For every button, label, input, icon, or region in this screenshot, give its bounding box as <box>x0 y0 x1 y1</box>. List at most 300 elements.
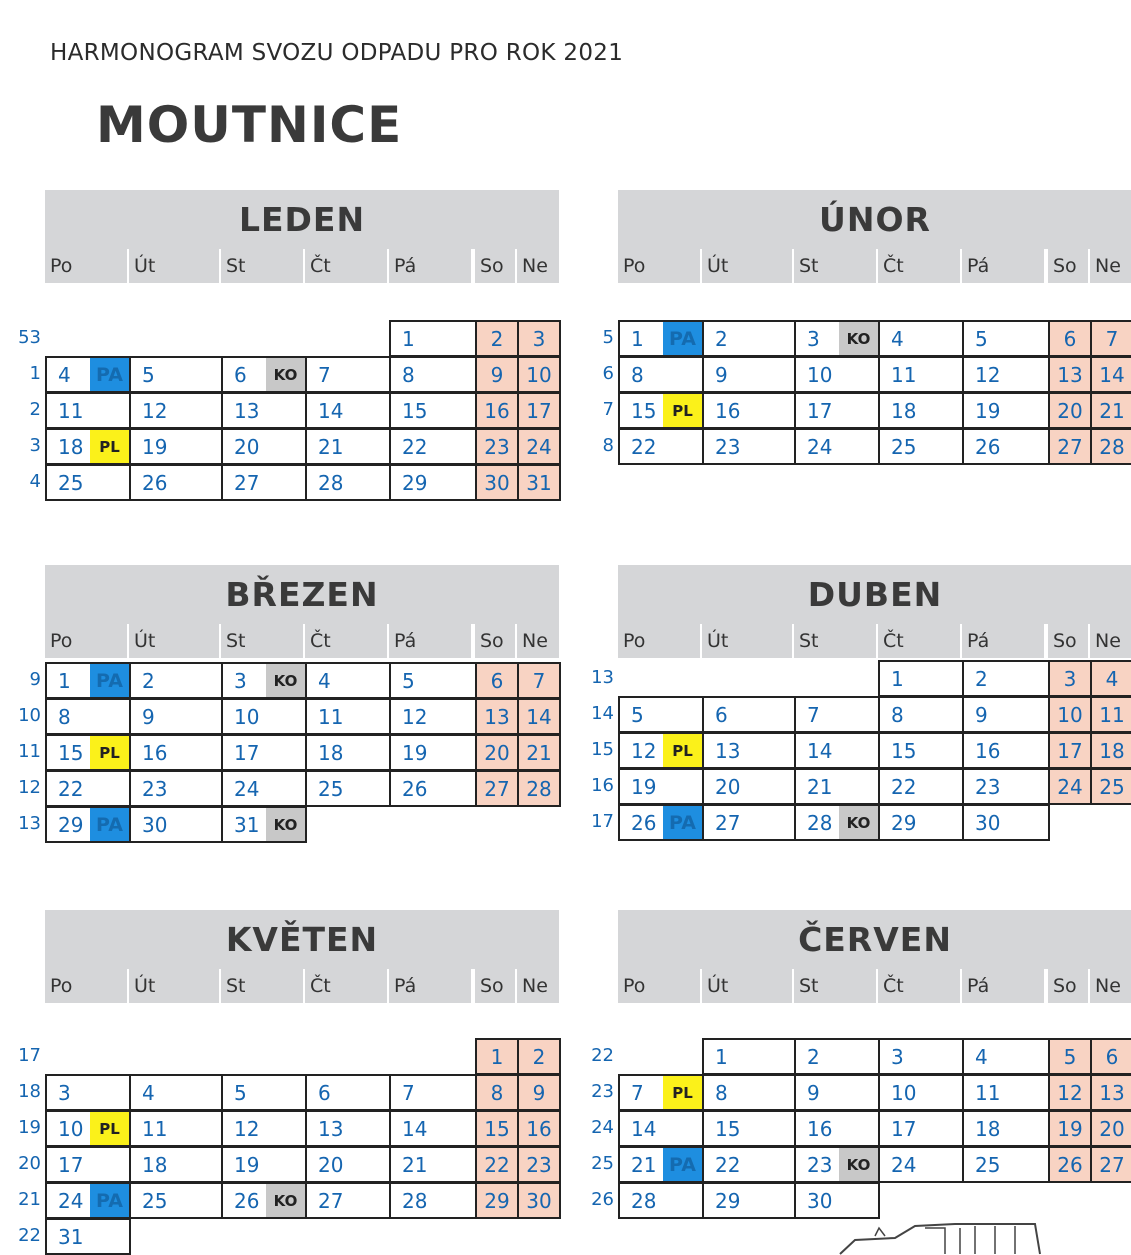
day-number: 1 <box>490 1045 504 1069</box>
day-cell <box>618 696 704 733</box>
weekday-label: Pá <box>389 969 471 1003</box>
day-cell <box>129 428 223 465</box>
day-cell <box>962 732 1050 769</box>
day-number: 18 <box>58 435 84 459</box>
day-number: 6 <box>715 703 728 727</box>
day-cell <box>1048 660 1092 697</box>
day-number: 7 <box>631 1081 644 1105</box>
weekday-label: Út <box>702 249 792 283</box>
day-number: 5 <box>975 327 988 351</box>
collection-tag-pa: PA <box>90 808 129 841</box>
day-cell <box>1090 660 1131 697</box>
day-number: 5 <box>234 1081 247 1105</box>
day-number: 17 <box>1057 739 1083 763</box>
month-header <box>618 565 1131 624</box>
day-cell <box>305 356 391 393</box>
day-cell <box>794 428 880 465</box>
day-number: 20 <box>318 1153 344 1177</box>
day-cell <box>389 1146 477 1183</box>
day-number: 31 <box>234 813 260 837</box>
village-title: MOUTNICE <box>96 96 403 154</box>
collection-tag-ko: KO <box>266 1184 305 1217</box>
day-number: 22 <box>402 435 428 459</box>
day-number: 28 <box>807 811 833 835</box>
day-number: 17 <box>234 741 260 765</box>
day-number: 15 <box>402 399 428 423</box>
week-number: 19 <box>18 1117 41 1138</box>
day-cell <box>878 732 964 769</box>
week-number: 18 <box>18 1081 41 1102</box>
day-number: 22 <box>891 775 917 799</box>
day-cell <box>389 770 477 807</box>
collection-tag-pa: PA <box>90 664 129 697</box>
collection-tag-pl: PL <box>663 1076 702 1109</box>
day-cell <box>702 768 796 805</box>
day-cell <box>794 804 880 841</box>
day-cell <box>475 356 519 393</box>
day-number: 1 <box>58 669 71 693</box>
weekday-label: Pá <box>389 249 471 283</box>
day-number: 15 <box>484 1117 510 1141</box>
weekday-label: Čt <box>305 249 387 283</box>
day-cell <box>305 698 391 735</box>
day-number: 17 <box>58 1153 84 1177</box>
day-number: 3 <box>891 1045 904 1069</box>
day-number: 21 <box>402 1153 428 1177</box>
month-header <box>45 910 559 969</box>
day-cell <box>702 732 796 769</box>
day-cell <box>475 392 519 429</box>
day-number: 3 <box>58 1081 71 1105</box>
day-number: 9 <box>532 1081 546 1105</box>
day-cell <box>702 428 796 465</box>
day-cell <box>517 1146 561 1183</box>
day-number: 7 <box>807 703 820 727</box>
day-cell <box>129 1074 223 1111</box>
day-cell <box>794 1074 880 1111</box>
day-cell <box>221 464 307 501</box>
day-cell <box>618 356 704 393</box>
day-cell <box>702 696 796 733</box>
day-cell <box>45 1218 131 1255</box>
day-number: 26 <box>142 471 168 495</box>
day-number: 18 <box>1099 739 1125 763</box>
day-number: 12 <box>402 705 428 729</box>
day-cell <box>962 1038 1050 1075</box>
day-number: 17 <box>526 399 552 423</box>
day-number: 30 <box>975 811 1001 835</box>
day-cell <box>878 356 964 393</box>
day-cell <box>475 320 519 357</box>
day-cell <box>1048 696 1092 733</box>
day-cell <box>878 392 964 429</box>
day-number: 10 <box>58 1117 84 1141</box>
day-number: 29 <box>484 1189 510 1213</box>
week-number: 23 <box>591 1081 614 1102</box>
day-cell <box>305 1074 391 1111</box>
day-number: 29 <box>715 1189 741 1213</box>
weekday-label: Pá <box>962 969 1044 1003</box>
day-cell <box>517 1038 561 1075</box>
day-number: 12 <box>631 739 657 763</box>
day-cell <box>389 662 477 699</box>
day-cell <box>221 806 307 843</box>
day-number: 10 <box>807 363 833 387</box>
day-cell <box>618 1146 704 1183</box>
day-number: 18 <box>142 1153 168 1177</box>
day-cell <box>129 662 223 699</box>
month-name: ČERVEN <box>798 920 952 959</box>
day-cell <box>129 356 223 393</box>
day-number: 21 <box>807 775 833 799</box>
day-cell <box>794 320 880 357</box>
weekday-label: Po <box>45 249 127 283</box>
day-cell <box>517 356 561 393</box>
week-number: 25 <box>591 1153 614 1174</box>
day-number: 14 <box>631 1117 657 1141</box>
day-cell <box>1048 1038 1092 1075</box>
day-number: 19 <box>631 775 657 799</box>
week-number: 14 <box>591 703 614 724</box>
weekday-label: So <box>475 249 515 283</box>
week-number: 17 <box>18 1045 41 1066</box>
weekday-label: Čt <box>878 249 960 283</box>
day-cell <box>878 1074 964 1111</box>
day-cell <box>962 1110 1050 1147</box>
week-number: 12 <box>18 777 41 798</box>
month-name: BŘEZEN <box>225 575 379 614</box>
day-number: 21 <box>526 741 552 765</box>
day-cell <box>129 464 223 501</box>
day-number: 7 <box>318 363 331 387</box>
day-cell <box>1090 732 1131 769</box>
month-name: KVĚTEN <box>225 920 379 959</box>
day-number: 2 <box>142 669 155 693</box>
day-number: 30 <box>142 813 168 837</box>
day-number: 28 <box>1099 435 1125 459</box>
day-cell <box>517 392 561 429</box>
day-number: 14 <box>526 705 552 729</box>
day-cell <box>702 392 796 429</box>
collection-tag-pl: PL <box>663 734 702 767</box>
day-number: 4 <box>142 1081 155 1105</box>
weekday-label: So <box>1048 624 1088 658</box>
day-number: 25 <box>975 1153 1001 1177</box>
day-cell <box>1090 696 1131 733</box>
day-number: 7 <box>1105 327 1119 351</box>
day-number: 26 <box>631 811 657 835</box>
day-cell <box>45 698 131 735</box>
weekday-label: Ne <box>517 624 559 658</box>
day-number: 4 <box>1105 667 1119 691</box>
day-number: 30 <box>807 1189 833 1213</box>
collection-tag-pa: PA <box>663 322 702 355</box>
day-cell <box>1048 356 1092 393</box>
week-number: 20 <box>18 1153 41 1174</box>
day-number: 6 <box>234 363 247 387</box>
day-number: 28 <box>402 1189 428 1213</box>
day-number: 20 <box>484 741 510 765</box>
day-number: 11 <box>142 1117 168 1141</box>
day-number: 13 <box>1099 1081 1125 1105</box>
day-cell <box>1090 1038 1131 1075</box>
day-number: 13 <box>318 1117 344 1141</box>
day-cell <box>618 1182 704 1219</box>
day-cell <box>1048 1146 1092 1183</box>
day-number: 21 <box>318 435 344 459</box>
month-block <box>591 565 1131 885</box>
day-number: 19 <box>402 741 428 765</box>
month-header <box>45 190 559 249</box>
day-cell <box>1048 1074 1092 1111</box>
day-cell <box>618 732 704 769</box>
day-number: 9 <box>807 1081 820 1105</box>
weekday-label: Ne <box>517 969 559 1003</box>
day-number: 15 <box>715 1117 741 1141</box>
day-cell <box>878 660 964 697</box>
weekday-label: Po <box>45 969 127 1003</box>
day-cell <box>475 1038 519 1075</box>
month-block <box>602 190 1131 510</box>
day-number: 19 <box>234 1153 260 1177</box>
day-number: 23 <box>807 1153 833 1177</box>
day-number: 6 <box>1063 327 1077 351</box>
day-number: 23 <box>975 775 1001 799</box>
weekday-label: St <box>221 969 303 1003</box>
day-cell <box>389 698 477 735</box>
day-cell <box>45 464 131 501</box>
day-number: 31 <box>58 1225 84 1249</box>
day-cell <box>45 1146 131 1183</box>
day-number: 4 <box>58 363 71 387</box>
day-number: 15 <box>891 739 917 763</box>
day-number: 23 <box>484 435 510 459</box>
day-cell <box>517 1182 561 1219</box>
week-number: 17 <box>591 811 614 832</box>
weekday-label: Čt <box>878 969 960 1003</box>
day-number: 11 <box>318 705 344 729</box>
day-cell <box>389 1182 477 1219</box>
day-cell <box>702 804 796 841</box>
day-number: 5 <box>1063 1045 1077 1069</box>
day-number: 27 <box>234 471 260 495</box>
day-number: 12 <box>975 363 1001 387</box>
day-cell <box>221 428 307 465</box>
day-number: 5 <box>631 703 644 727</box>
day-number: 15 <box>58 741 84 765</box>
day-cell <box>45 1074 131 1111</box>
week-number: 26 <box>591 1189 614 1210</box>
day-cell <box>129 392 223 429</box>
day-cell <box>794 392 880 429</box>
day-cell <box>129 806 223 843</box>
day-cell <box>45 392 131 429</box>
day-cell <box>45 1110 131 1147</box>
weekday-label: Út <box>702 624 792 658</box>
day-number: 24 <box>58 1189 84 1213</box>
day-cell <box>962 804 1050 841</box>
day-number: 29 <box>891 811 917 835</box>
day-number: 11 <box>58 399 84 423</box>
day-cell <box>45 806 131 843</box>
day-cell <box>305 1146 391 1183</box>
day-number: 22 <box>58 777 84 801</box>
day-number: 28 <box>318 471 344 495</box>
day-cell <box>878 696 964 733</box>
day-number: 4 <box>891 327 904 351</box>
day-number: 22 <box>715 1153 741 1177</box>
day-cell <box>305 464 391 501</box>
day-cell <box>305 734 391 771</box>
weekday-label: Po <box>618 249 700 283</box>
weekday-label: Ne <box>1090 624 1131 658</box>
day-cell <box>962 428 1050 465</box>
day-cell <box>305 1182 391 1219</box>
day-number: 28 <box>631 1189 657 1213</box>
day-number: 20 <box>1099 1117 1125 1141</box>
day-number: 10 <box>1057 703 1083 727</box>
day-cell <box>1090 320 1131 357</box>
day-number: 2 <box>715 327 728 351</box>
day-cell <box>794 1110 880 1147</box>
collection-tag-ko: KO <box>266 664 305 697</box>
day-cell <box>517 464 561 501</box>
day-number: 9 <box>142 705 155 729</box>
day-number: 8 <box>631 363 644 387</box>
day-cell <box>129 698 223 735</box>
weekday-label: St <box>794 624 876 658</box>
day-cell <box>794 768 880 805</box>
day-number: 26 <box>1057 1153 1083 1177</box>
day-cell <box>517 770 561 807</box>
day-cell <box>517 698 561 735</box>
collection-tag-pa: PA <box>663 806 702 839</box>
day-cell <box>702 356 796 393</box>
day-cell <box>618 320 704 357</box>
day-cell <box>618 768 704 805</box>
day-cell <box>45 734 131 771</box>
day-cell <box>1090 392 1131 429</box>
day-cell <box>878 1110 964 1147</box>
month-header <box>618 910 1131 969</box>
day-number: 11 <box>975 1081 1001 1105</box>
day-cell <box>962 1074 1050 1111</box>
collection-tag-pl: PL <box>90 430 129 463</box>
day-cell <box>305 392 391 429</box>
day-cell <box>1090 428 1131 465</box>
day-number: 21 <box>631 1153 657 1177</box>
day-number: 24 <box>891 1153 917 1177</box>
month-name: LEDEN <box>238 200 366 239</box>
week-number: 24 <box>591 1117 614 1138</box>
day-cell <box>962 356 1050 393</box>
weekday-label: Čt <box>305 969 387 1003</box>
week-number: 21 <box>18 1189 41 1210</box>
weekday-label: Ne <box>517 249 559 283</box>
day-number: 16 <box>526 1117 552 1141</box>
weekday-label: So <box>1048 249 1088 283</box>
collection-tag-ko: KO <box>266 808 305 841</box>
day-number: 14 <box>1099 363 1125 387</box>
day-cell <box>221 392 307 429</box>
day-number: 7 <box>402 1081 415 1105</box>
day-cell <box>45 662 131 699</box>
day-cell <box>618 428 704 465</box>
collection-tag-ko: KO <box>839 806 878 839</box>
month-block <box>591 910 1131 1230</box>
week-number: 7 <box>602 399 614 420</box>
day-cell <box>389 428 477 465</box>
day-number: 20 <box>234 435 260 459</box>
day-number: 15 <box>631 399 657 423</box>
day-cell <box>962 696 1050 733</box>
weekday-label: Pá <box>389 624 471 658</box>
weekday-label: Ne <box>1090 249 1131 283</box>
document-subtitle: HARMONOGRAM SVOZU ODPADU PRO ROK 2021 <box>50 40 624 66</box>
day-number: 30 <box>484 471 510 495</box>
day-number: 14 <box>807 739 833 763</box>
day-cell <box>878 1038 964 1075</box>
day-cell <box>702 1182 796 1219</box>
day-number: 19 <box>142 435 168 459</box>
collection-tag-pl: PL <box>663 394 702 427</box>
day-cell <box>878 1146 964 1183</box>
day-cell <box>878 768 964 805</box>
day-number: 19 <box>1057 1117 1083 1141</box>
day-cell <box>702 320 796 357</box>
weekday-label: Po <box>45 624 127 658</box>
day-cell <box>475 1182 519 1219</box>
day-cell <box>475 698 519 735</box>
day-cell <box>221 662 307 699</box>
weekday-label: Út <box>129 249 219 283</box>
day-cell <box>389 392 477 429</box>
day-number: 23 <box>526 1153 552 1177</box>
day-number: 20 <box>1057 399 1083 423</box>
day-cell <box>221 698 307 735</box>
day-number: 29 <box>58 813 84 837</box>
day-cell <box>305 770 391 807</box>
day-number: 16 <box>484 399 510 423</box>
day-number: 18 <box>318 741 344 765</box>
week-number: 16 <box>591 775 614 796</box>
day-cell <box>129 1110 223 1147</box>
day-cell <box>305 428 391 465</box>
week-number: 3 <box>29 435 41 456</box>
day-cell <box>221 1074 307 1111</box>
day-number: 16 <box>142 741 168 765</box>
day-cell <box>517 428 561 465</box>
day-cell <box>1048 768 1092 805</box>
month-name: ÚNOR <box>819 200 931 239</box>
day-number: 27 <box>1099 1153 1125 1177</box>
day-cell <box>1090 356 1131 393</box>
day-cell <box>702 1110 796 1147</box>
day-number: 9 <box>490 363 504 387</box>
day-number: 5 <box>142 363 155 387</box>
day-number: 13 <box>1057 363 1083 387</box>
weekday-label: So <box>1048 969 1088 1003</box>
day-cell <box>475 1110 519 1147</box>
day-number: 27 <box>318 1189 344 1213</box>
day-number: 4 <box>318 669 331 693</box>
day-cell <box>475 428 519 465</box>
day-cell <box>45 1182 131 1219</box>
day-cell <box>1090 1074 1131 1111</box>
day-number: 24 <box>807 435 833 459</box>
day-number: 9 <box>975 703 988 727</box>
day-cell <box>794 696 880 733</box>
